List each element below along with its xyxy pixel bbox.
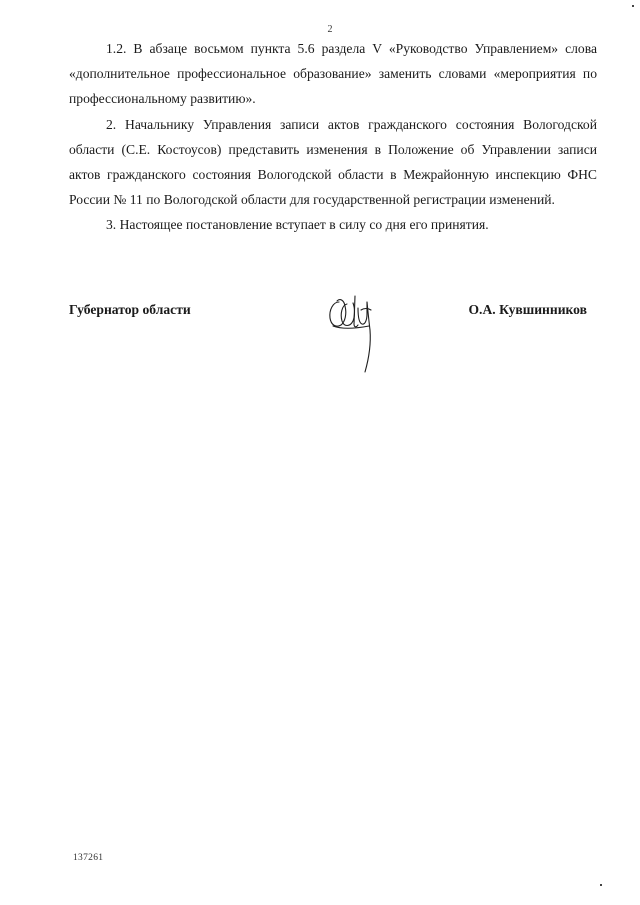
document-code: 137261	[73, 853, 104, 863]
signatory-name: О.А. Кувшинников	[468, 302, 587, 317]
document-body	[69, 36, 597, 238]
paragraph-1-2: 1.2. В абзаце восьмом пункта 5.6 раздела V «Руководство Управлением» слова «дополнительное профессиональное образование» заменить словами «мероприятия по профессиональному развитию».	[69, 41, 597, 107]
scan-mark-top-right	[632, 5, 634, 7]
paragraph-3: 3. Настоящее постановление вступает в силу со дня его принятия.	[106, 217, 489, 233]
page-number: 2	[327, 24, 333, 35]
handwritten-signature	[325, 288, 395, 380]
signatory-title: Губернатор области	[69, 302, 191, 317]
paragraph-2: 2. Начальнику Управления записи актов гражданского состояния Вологодской области (С.Е. Костоусов) представить изменения в Положение об Управлении записи актов гражданского состояния Вологодской области в Межрайонную инспекцию ФНС России № 11 по Вологодской области для государственной регистрации изменений.	[69, 116, 597, 208]
scan-mark-bottom-right	[600, 884, 602, 886]
signature-block	[69, 302, 597, 382]
